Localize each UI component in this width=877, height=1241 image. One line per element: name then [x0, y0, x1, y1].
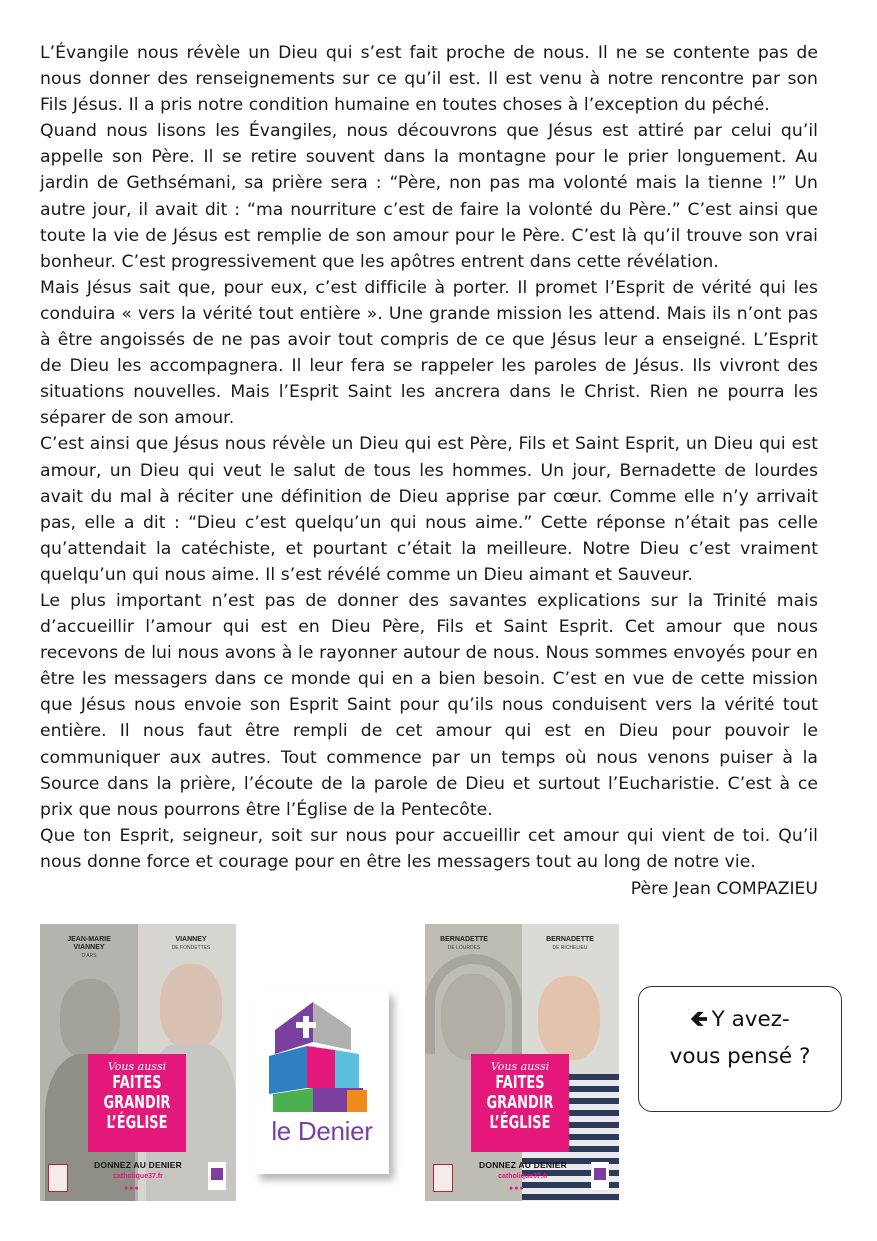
social-icons: ●●●: [509, 1185, 525, 1192]
caption-sub: D’ARS: [81, 953, 97, 959]
slogan-line: GRANDIR: [103, 1092, 171, 1113]
poster-website: catholique37.fr: [498, 1173, 548, 1180]
slogan-line: FAITES: [112, 1072, 162, 1093]
caption-name: BERNADETTE: [440, 936, 488, 943]
author-signature: Père Jean COMPAZIEU: [630, 879, 818, 899]
caption-name: VIANNEY: [175, 936, 207, 943]
caption-left: [54, 936, 124, 960]
paragraph: Que ton Esprit, seigneur, soit sur nous pour accueillir cet amour qui vient de toi. Qu’il nous donne force et courage pour en être les messagers tout au long de notre vie.: [40, 825, 818, 872]
denier-mini-logo-icon: [208, 1162, 226, 1190]
caption-right: [156, 936, 226, 952]
caption-sub: DE LOURDES: [447, 945, 481, 951]
callout-line-1: [639, 1001, 841, 1038]
slogan-line: L’ÉGLISE: [106, 1112, 168, 1133]
slogan-box: [88, 1054, 186, 1152]
portrait-face: [60, 979, 120, 1059]
denier-mini-logo-icon: [591, 1162, 609, 1190]
poster-cta: DONNEZ AU DENIER: [479, 1160, 567, 1170]
callout-box: [638, 986, 842, 1112]
church-blocks-icon: [255, 990, 389, 1120]
portrait-veil: [425, 954, 522, 1054]
slogan-line: L’ÉGLISE: [489, 1112, 551, 1133]
paragraph: Mais Jésus sait que, pour eux, c’est difficile à porter. Il promet l’Esprit de vérité qui les conduira « vers la vérité tout entière ». Une grande mission les attend. Mais ils n’ont pas à être angoissés de ne pas avoir tout compris de ce que Jésus leur a enseigné. L’Esprit de Dieu les accompagnera. Il leur fera se rappeler les paroles de Jésus. Ils vivront des situations nouvelles. Mais l’Esprit Saint les ancrera dans le Christ. Rien ne pourra les séparer de son amour.: [40, 277, 818, 429]
slogan-box: [471, 1054, 569, 1152]
left-arrow-icon: 🡸: [690, 1007, 708, 1032]
slogan-script: Vous aussi: [490, 1060, 550, 1073]
portrait-face: [538, 976, 600, 1060]
social-icons: ●●●: [124, 1185, 140, 1192]
caption-name: JEAN-MARIE VIANNEY: [67, 936, 111, 951]
caption-sub: DE RICHELIEU: [552, 945, 588, 951]
callout-line-2: vous pensé ?: [669, 1044, 811, 1069]
slogan-line: FAITES: [495, 1072, 545, 1093]
slogan-script: Vous aussi: [107, 1060, 167, 1073]
article-body: [40, 40, 818, 875]
diocese-logo-icon: [433, 1164, 453, 1192]
poster-vianney: [40, 924, 236, 1201]
caption-right: [535, 936, 605, 952]
paragraph: Le plus important n’est pas de donner des savantes explications sur la Trinité mais d’accueillir l’amour qui est en Dieu Père, Fils et Saint Esprit. Cet amour que nous recevons de lui nous avons à le rayonner autour de nous. Nous sommes envoyés pour en être les messagers dans ce monde qui en a bien besoin. C’est en vue de cette mission que Jésus nous envoie son Esprit Saint pour qu’ils nous conduisent vers la vérité tout entière. Il nous faut être rempli de cet amour qui est en Dieu pour pouvoir le communiquer aux autres. Tout commence par un temps où nous venons puiser à la Source dans la prière, l’écoute de la parole de Dieu et surtout l’Eucharistie. C’est à ce prix que nous pourrons être l’Église de la Pentecôte.: [40, 590, 818, 820]
diocese-logo-icon: [48, 1164, 68, 1192]
denier-logo: [255, 990, 389, 1174]
poster-bernadette: [425, 924, 619, 1201]
paragraph: Quand nous lisons les Évangiles, nous découvrons que Jésus est attiré par celui qu’il appelle son Père. Il se retire souvent dans la montagne pour le prier longuement. Au jardin de Gethsémani, sa prière sera : “Père, non pas ma volonté mais la tienne !” Un autre jour, il avait dit : “ma nourriture c’est de faire la volonté du Père.” C’est ainsi que toute la vie de Jésus est remplie de son amour pour le Père. C’est là qu’il trouve son vrai bonheur. C’est progressivement que les apôtres entrent dans cette révélation.: [40, 121, 818, 272]
callout-text: Y avez-: [711, 1007, 790, 1032]
caption-left: [429, 936, 499, 952]
poster-website: catholique37.fr: [113, 1173, 163, 1180]
portrait-face: [160, 964, 222, 1048]
poster-cta: DONNEZ AU DENIER: [94, 1160, 182, 1170]
caption-name: BERNADETTE: [546, 936, 594, 943]
paragraph: L’Évangile nous révèle un Dieu qui s’est fait proche de nous. Il ne se contente pas de nous donner des renseignements sur ce qu’il est. Il est venu à notre rencontre par son Fils Jésus. Il a pris notre condition humaine en toutes choses à l’exception du péché.: [40, 43, 818, 116]
denier-label: le Denier: [271, 1116, 373, 1146]
caption-sub: DE FONDETTES: [171, 945, 211, 951]
paragraph: C’est ainsi que Jésus nous révèle un Dieu qui est Père, Fils et Saint Esprit, un Dieu qui est amour, un Dieu qui veut le salut de tous les hommes. Un jour, Bernadette de lourdes avait du mal à réciter une définition de Dieu apprise par cœur. Comme elle n’y arrivait pas, elle a dit : “Dieu c’est quelqu’un qui nous aime.” Cette réponse n’était pas celle qu’attendait la catéchiste, et pourtant c’était la meilleure. Notre Dieu c’est vraiment quelqu’un qui nous aime. Il s’est révélé comme un Dieu aimant et Sauveur.: [40, 434, 818, 585]
slogan-line: GRANDIR: [486, 1092, 554, 1113]
